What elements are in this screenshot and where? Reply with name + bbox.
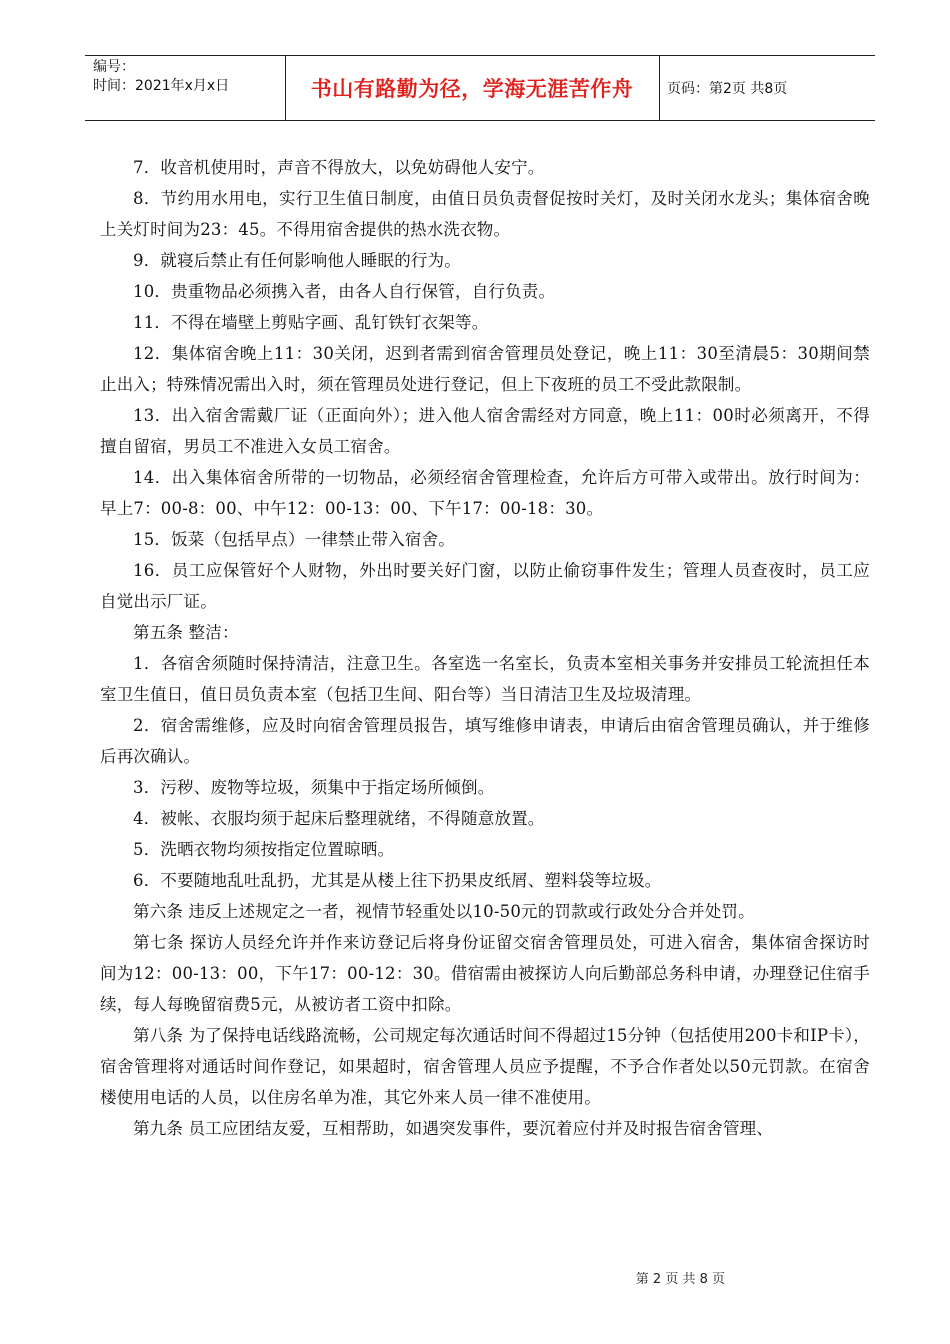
- paragraph: 12．集体宿舍晚上11：30关闭，迟到者需到宿舍管理员处登记，晚上11：30至清晨5：30期间禁止出入；特殊情况需出入时，须在管理员处进行登记，但上下夜班的员工不受此款限制。: [100, 344, 870, 394]
- paragraph: 7．收音机使用时，声音不得放大，以免妨碍他人安宁。: [133, 158, 545, 177]
- paragraph: 10．贵重物品必须携入者，由各人自行保管，自行负责。: [133, 282, 556, 301]
- header-divider: [659, 56, 660, 120]
- paragraph: 15．饭菜（包括早点）一律禁止带入宿舍。: [133, 530, 455, 549]
- article-paragraph: 第九条 员工应团结友爱，互相帮助，如遇突发事件，要沉着应付并及时报告宿舍管理、: [133, 1119, 774, 1138]
- paragraph: 5．洗晒衣物均须按指定位置晾晒。: [133, 840, 395, 859]
- paragraph: 9．就寝后禁止有任何影响他人睡眠的行为。: [133, 251, 461, 270]
- document-time: 时间：2021年x月x日: [93, 78, 230, 94]
- document-body: [100, 152, 870, 1144]
- page-header: [85, 55, 875, 121]
- article-paragraph: 第六条 违反上述规定之一者，视情节轻重处以10-50元的罚款或行政处分合并处罚。: [133, 902, 755, 921]
- article-paragraph: 第八条 为了保持电话线路流畅，公司规定每次通话时间不得超过15分钟（包括使用200卡和IP卡），宿舍管理将对通话时间作登记，如果超时，宿舍管理人员应予提醒，不予合作者处以50元罚款。在宿舍楼使用电话的人员，以住房名单为准，其它外来人员一律不准使用。: [100, 1026, 870, 1107]
- paragraph: 1．各宿舍须随时保持清洁，注意卫生。各室选一名室长，负责本室相关事务并安排员工轮流担任本室卫生值日，值日员负责本室（包括卫生间、阳台等）当日清洁卫生及垃圾清理。: [100, 654, 870, 704]
- header-page-info: 页码：第2页 共8页: [667, 81, 788, 97]
- paragraph: 4．被帐、衣服均须于起床后整理就绪，不得随意放置。: [133, 809, 545, 828]
- article-paragraph: 第七条 探访人员经允许并作来访登记后将身份证留交宿舍管理员处，可进入宿舍，集体宿舍探访时间为12：00-13：00，下午17：00-12：30。借宿需由被探访人向后勤部总务科申请，办理登记住宿手续，每人每晚留宿费5元，从被访者工资中扣除。: [100, 933, 870, 1014]
- header-meta: [93, 58, 283, 96]
- paragraph: 6．不要随地乱吐乱扔，尤其是从楼上往下扔果皮纸屑、塑料袋等垃圾。: [133, 871, 662, 890]
- paragraph: 2．宿舍需维修，应及时向宿舍管理员报告，填写维修申请表，申请后由宿舍管理员确认，并于维修后再次确认。: [100, 716, 870, 766]
- header-motto: 书山有路勤为径，学海无涯苦作舟: [310, 77, 634, 101]
- document-number-label: 编号：: [93, 59, 135, 75]
- paragraph: 3．污秽、废物等垃圾，须集中于指定场所倾倒。: [133, 778, 495, 797]
- section-heading: 第五条 整洁：: [133, 623, 239, 642]
- page-footer: 第 2 页 共 8 页: [635, 1272, 725, 1287]
- paragraph: 11．不得在墙壁上剪贴字画、乱钉铁钉衣架等。: [133, 313, 489, 332]
- paragraph: 13．出入宿舍需戴厂证（正面向外）；进入他人宿舍需经对方同意，晚上11：00时必须离开，不得擅自留宿，男员工不准进入女员工宿舍。: [100, 406, 870, 456]
- paragraph: 8．节约用水用电，实行卫生值日制度，由值日员负责督促按时关灯，及时关闭水龙头；集体宿舍晚上关灯时间为23：45。不得用宿舍提供的热水洗衣物。: [100, 189, 870, 239]
- paragraph: 16．员工应保管好个人财物，外出时要关好门窗，以防止偷窃事件发生；管理人员查夜时，员工应自觉出示厂证。: [100, 561, 870, 611]
- paragraph: 14．出入集体宿舍所带的一切物品，必须经宿舍管理检查，允许后方可带入或带出。放行时间为：早上7：00-8：00、中午12：00-13：00、下午17：00-18：30。: [100, 468, 870, 518]
